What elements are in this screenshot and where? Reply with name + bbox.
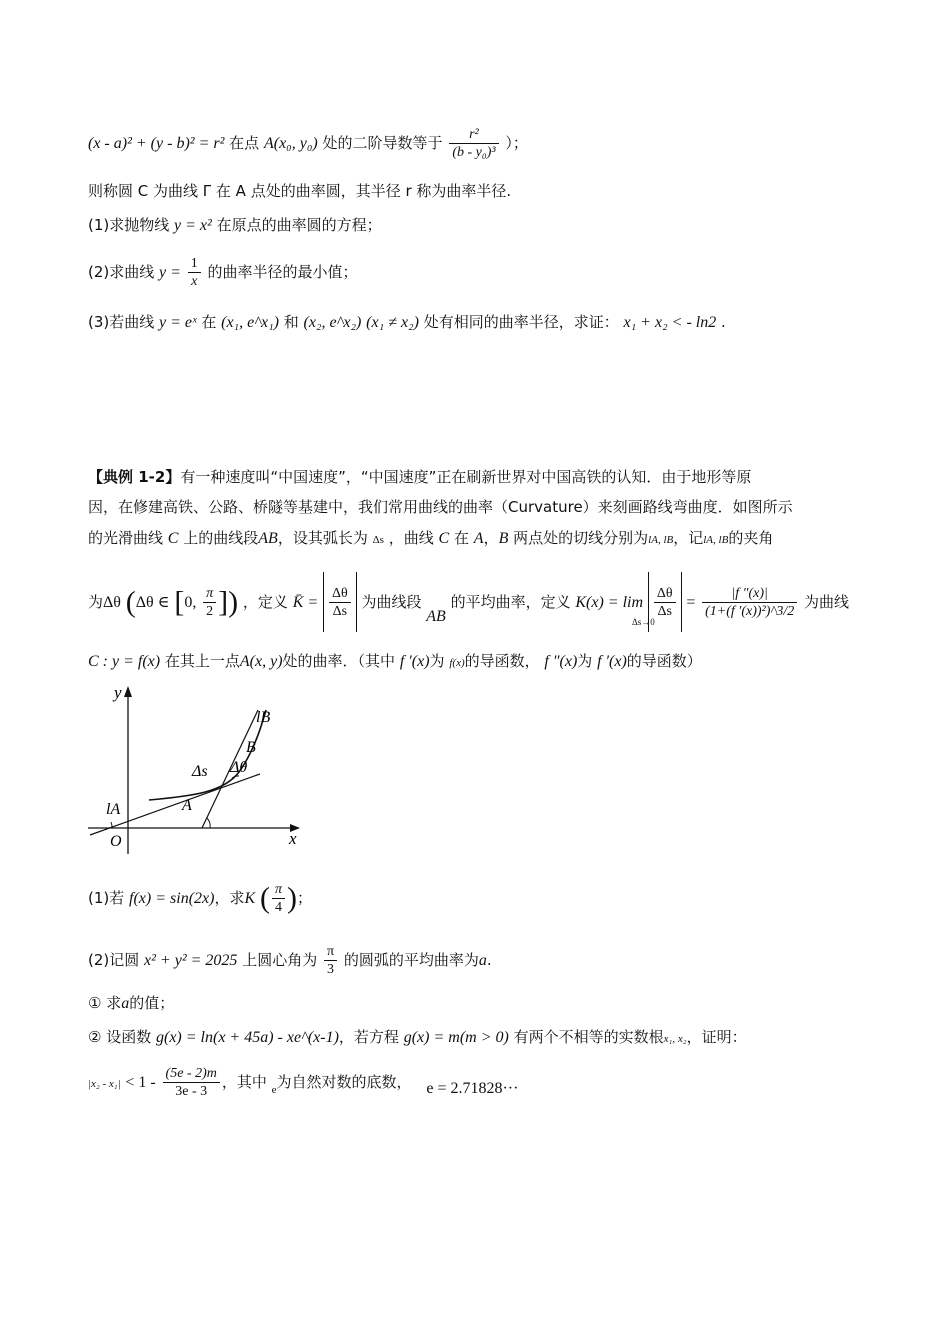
condition: (x₁ ≠ x₂) [366,314,419,331]
abs-difference: |x₂ - x₁| [88,1078,121,1090]
arc-length-label: Δs [192,763,208,780]
text: 的值； [129,994,175,1012]
text: 在其上一点 [164,652,240,670]
point-2: (x₂, e^x₂) [303,314,362,331]
example-line-4: 为Δθ (Δθ ∈ [0, $\frac{\pi}{2}$ ]) ，定义 K̄ = $\frac{\Delta\theta}{\Delta s}$ 为曲线段 AB 的平均曲率，定义 K(x) = lim $\frac{\Delta\theta}{\Delta s}$ = $\frac{|f ''(x)|}{\text{(1+(f ′(x))²)\textasciicircum{}3/2}}$ 为曲线 [88,572,862,632]
example-line-3 [88,527,862,551]
pi-half-fraction [203,585,216,620]
fraction-numerator: |f ″(x)| [702,585,797,603]
first-derivative: f ′(x) [597,653,627,670]
bound-fraction [163,1065,220,1100]
point-a: A [473,530,484,547]
text: ，曲线 [388,529,434,547]
curve-c: C [438,530,450,547]
text: ， [483,529,499,547]
fraction-denominator: (b - y₀)³ [452,145,496,160]
variable-a: a [121,995,130,1012]
curvature-limit: K(x) = lim [575,594,644,611]
range: Δθ ∈ [135,594,170,611]
paren: ( [125,585,136,619]
paren: ) [286,881,297,915]
text: ，证明： [686,1028,747,1046]
pi-quarter-fraction [272,881,285,916]
limit-subscript-line [632,609,655,633]
text: 为曲线段 [361,593,422,611]
abs-fraction [323,572,357,632]
curvature-symbol: K [244,890,256,907]
function-g: g(x) = ln(x + 45a) - xe^(x-1) [156,1029,339,1046]
example-line-1 [88,466,862,488]
fraction-numerator: (5e - 2)m [163,1065,220,1083]
bracket: ]) [218,585,239,619]
sub-question-2-1-line [88,992,862,1015]
point-b-label: B [246,739,256,756]
question-2-line [88,252,862,292]
text: 为 [429,652,445,670]
text: 有一种速度叫“中国速度”，“中国速度”正在刷新世界对中国高铁的认知．由于地形等原 [180,468,752,486]
angle-arc-b [207,818,210,828]
fraction-denominator: 3 [327,962,335,977]
fraction-denominator: 4 [274,900,282,915]
curvature-formula-fraction [702,585,797,620]
text: . [721,313,726,331]
sub-question-2-line [88,938,862,982]
circle-equation: (x - a)² + (y - b)² = r² [88,135,225,152]
bracket: [ [174,585,185,619]
inequality: x₁ + x₂ < - ln2 [623,314,717,331]
first-derivative: f ′(x) [399,653,430,670]
text: 的光滑曲线 [88,529,164,547]
curve-definition: C : y = f(x) [88,653,161,670]
text: 在点 [229,134,260,152]
equation: g(x) = m(m > 0) [403,1029,509,1046]
text: 上圆心角为 [242,951,318,969]
euler-value: e = 2.71828··· [426,1080,519,1097]
text: 在 [454,529,470,547]
fraction-denominator: (1+(f ′(x))²)^3/2 [705,604,795,619]
curvature-figure [84,682,306,854]
tangent-lines: lA, lB [648,534,674,546]
tangent-a-label: lA [106,801,121,818]
variable-a: a [478,952,487,969]
arc-length: Δs [372,534,384,546]
exp-curve: y = eˣ [159,314,197,331]
segment-ab: AB [258,530,278,547]
text: 处有相同的曲率半径，求证： [423,313,619,331]
text: ② 设函数 [88,1028,152,1046]
fraction-denominator: 3e - 3 [175,1084,208,1099]
text: 两点处的切线分别为 [513,529,649,547]
sub-question-1-line [88,876,862,920]
text: 在 [201,313,217,331]
tangent-lines: lA, lB [703,534,729,546]
y-label: y [114,683,122,702]
y-axis-arrow-icon [124,686,132,697]
text: 的平均曲率，定义 [450,593,571,611]
curve-c: C [167,530,179,547]
text: ，若方程 [338,1028,399,1046]
tangent-b-label: lB [256,709,271,726]
point-a-label: A [182,797,192,814]
text: 和 [283,313,299,331]
angle-label: Δθ [230,759,248,776]
text: ，记 [673,529,704,547]
text: ，设其弧长为 [277,529,368,547]
parabola-equation: y = x² [174,217,212,234]
fraction-denominator: 2 [206,604,214,619]
fraction-denominator: Δs [332,604,348,619]
text: 为曲线 [804,593,850,611]
question-3-line [88,308,862,336]
point-a: A(x₀, y₀) [263,135,318,152]
arc-ab: AB [426,608,446,625]
fraction-numerator: Δθ [654,585,676,603]
fraction-numerator: r² [449,126,498,144]
interval-start: 0, [184,594,197,611]
fraction-numerator: 1 [188,255,201,273]
curvature-circle-line: 则称圆 C 为曲线 Γ 在 A 点处的曲率圆，其半径 r 称为曲率半径. [88,182,512,200]
fraction-numerator: π [203,585,216,603]
text: . [486,951,492,969]
euler-e: e [271,1084,277,1096]
second-derivative: f ″(x) [544,653,578,670]
text: 有两个不相等的实数根 [513,1028,664,1046]
fraction-numerator: π [324,943,337,961]
question-1-line [88,214,862,237]
x-label: x [289,829,297,848]
text: ； [296,889,312,907]
text: 的曲率半径的最小值； [207,263,358,281]
point-b: B [498,530,509,547]
paren: ( [259,881,270,915]
text: (1)若 [88,889,125,907]
less-than: < 1 - [125,1074,156,1091]
text: ，其中 [221,1073,267,1091]
fraction-numerator: π [272,881,285,899]
mean-curvature: K̄ = [292,594,319,611]
text: 的夹角 [728,529,774,547]
fraction-denominator: Δs [657,604,672,619]
delta-theta: Δθ [103,594,121,611]
text: (2)记圆 [88,951,140,969]
point: A(x, y) [239,653,283,670]
text: ）； [505,134,528,152]
text: 的导函数， [464,652,540,670]
dtheta-ds-fraction [329,585,351,620]
text: 的圆弧的平均曲率为 [343,951,479,969]
text: 处的二阶导数等于 [322,134,443,152]
inequality-line [88,1060,862,1104]
text: ，定义 [242,593,288,611]
limit-subscript: Δs→0 [632,617,655,627]
text: (2)求曲线 [88,263,155,281]
curvature-definition-line [88,120,862,166]
roots: x₁, x₂ [663,1033,687,1045]
sub-question-2-2-line [88,1026,862,1050]
dtheta-ds-fraction [654,585,676,620]
reciprocal-fraction [188,255,201,290]
circle-equation: x² + y² = 2025 [144,952,238,969]
text: (3)若曲线 [88,313,155,331]
text: 为 [88,593,104,611]
text: (1)求抛物线 [88,216,170,234]
text: 的导函数） [626,652,702,670]
pi-third-fraction [324,943,337,978]
fraction-numerator: Δθ [329,585,351,603]
example-line-2: 因，在修建高铁、公路、桥隧等基建中，我们常用曲线的曲率（Curvature）来刻画路线弯曲度．如图所示 [88,498,793,516]
text: 上的曲线段 [183,529,259,547]
text: ，求 [214,889,245,907]
text: 为自然对数的底数， [276,1073,412,1091]
example-line-5 [88,650,862,674]
text: 处的曲率．（其中 [282,652,396,670]
curve-lhs: y = [159,264,181,281]
function: f(x) [449,657,465,669]
fraction-denominator: x [191,274,198,289]
origin-label: O [110,833,122,850]
second-derivative-fraction [449,126,498,161]
text: ① 求 [88,994,122,1012]
function-definition: f(x) = sin(2x) [129,890,215,907]
text: 在原点的曲率圆的方程； [216,216,382,234]
point-1: (x₁, e^x₁) [221,314,279,331]
text: 为 [577,652,593,670]
example-title: 【典例 1-2】 [88,468,181,486]
